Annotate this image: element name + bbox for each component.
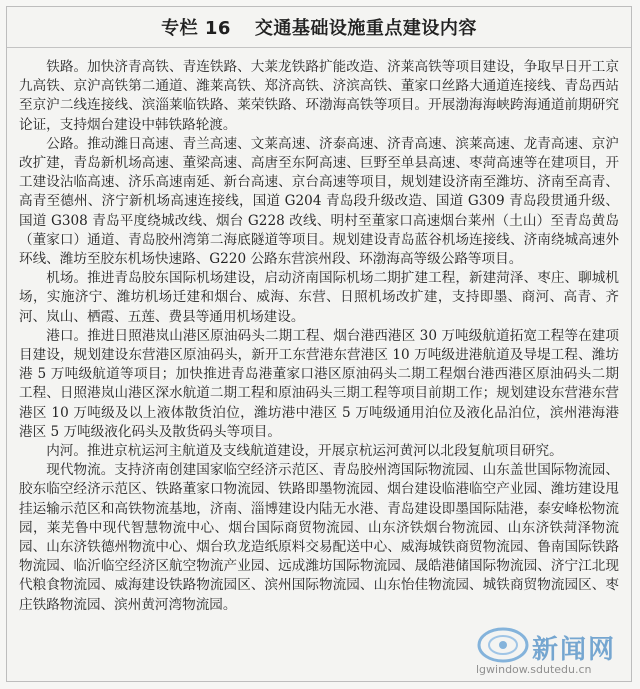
- document-panel: [6, 6, 632, 682]
- paragraph-logistics: 现代物流。支持济南创建国家临空经济示范区、青岛胶州湾国际物流园、山东盖世国际物流园、胶东临空经济示范区、铁路董家口物流园、铁路即墨物流园、烟台建设临港临空产业园、潍坊建设甩挂运输示范区和高铁物流基地，济南、淄博建设内陆无水港、青岛建设即墨国际陆港，泰安峰松物流园，莱芜鲁中现代智慧物流中心、烟台国际商贸物流园、山东济铁烟台物流园、山东济铁菏泽物流园、山东济铁德州物流中心、烟台玖龙造纸原料交易配送中心、威海城铁商贸物流园、鲁南国际铁路物流园、临沂临空经济区航空物流产业园、远成潍坊国际物流园、晟皓港储国际物流园、济宁江北现代粮食物流园、威海建设铁路物流园区、滨州国际物流园、山东怡佳物流园、城铁商贸物流园区、枣庄铁路物流园、滨州黄河湾物流园。: [19, 462, 619, 613]
- watermark-text: 新闻网: [532, 635, 617, 665]
- paragraph-highway: 公路。推动潍日高速、青兰高速、文莱高速、济泰高速、济青高速、滨莱高速、龙青高速、京沪改扩建，青岛新机场高速、董梁高速、高唐至东阿高速、巨野至单县高速、枣菏高速等在建项目，开工建设沾临高速、济乐高速南延、新台高速、京台高速等项目，规划建设济南至潍坊、济南至高青、高青至德州、济宁新机场高速连接线，国道 G204 青岛段升级改造、国道 G309 青岛段贯通升级、国道 G308 青岛平度绕城改线、烟台 G228 改线、明村至董家口高速烟台莱州（土山）至青岛黄岛（董家口）通道、青岛胶州湾第二海底隧道等项目。规划建设青岛蓝谷机场连接线、济南绕城高速外环线、潍坊至胶东机场快速路、G220 公路东营滨州段、环渤海高等级公路等项目。: [19, 135, 619, 268]
- paragraph-railway: 铁路。加快济青高铁、青连铁路、大莱龙铁路扩能改造、济莱高铁等项目建设，争取早日开工京九高铁、京沪高铁第二通道、潍莱高铁、郑济高铁、济滨高铁、董家口丝路大通道连接线、青岛西站至京沪二线连接线、滨淄莱临铁路、莱荣铁路、环渤海高铁等项目。开展渤海海峡跨海通道前期研究论证，支持烟台建设中韩铁路轮渡。: [19, 59, 619, 133]
- watermark-url: lgwindow.sdutedu.cn: [476, 663, 592, 676]
- panel-title: 交通基础设施重点建设内容: [254, 18, 477, 39]
- column-number: 专栏 16: [161, 18, 231, 39]
- paragraph-port: 港口。推进日照港岚山港区原油码头二期工程、烟台港西港区 30 万吨级航道拓宽工程等在建项目建设，规划建设东营港区原油码头，新开工东营港东营港区 10 万吨级进港航道及导堤工程、潍坊港 5 万吨级航道等项目；加快推进青岛港董家口港区原油码头二期工程烟台港西港区原油码头二期工程、日照港岚山港区深水航道二期工程和原油码头三期工程等项目前期工作；规划建设东营港东营港区 10 万吨级及以上液体散货泊位，潍坊港中港区 5 万吨级通用泊位及液化品泊位，滨州港海港港区 5 万吨级液化码头及散货码头等项目。: [19, 327, 619, 440]
- paragraph-inland-waterway: 内河。推进京杭运河主航道及支线航道建设，开展京杭运河黄河以北段复航项目研究。: [46, 443, 563, 460]
- panel-body: [7, 48, 631, 615]
- paragraph-airport: 机场。推进青岛胶东国际机场建设，启动济南国际机场二期扩建工程，新建菏泽、枣庄、聊城机场，实施济宁、潍坊机场迁建和烟台、威海、东营、日照机场改扩建，支持即墨、商河、高青、齐河、岚山、栖霞、五莲、费县等通用机场建设。: [19, 270, 619, 325]
- panel-header: [7, 7, 631, 48]
